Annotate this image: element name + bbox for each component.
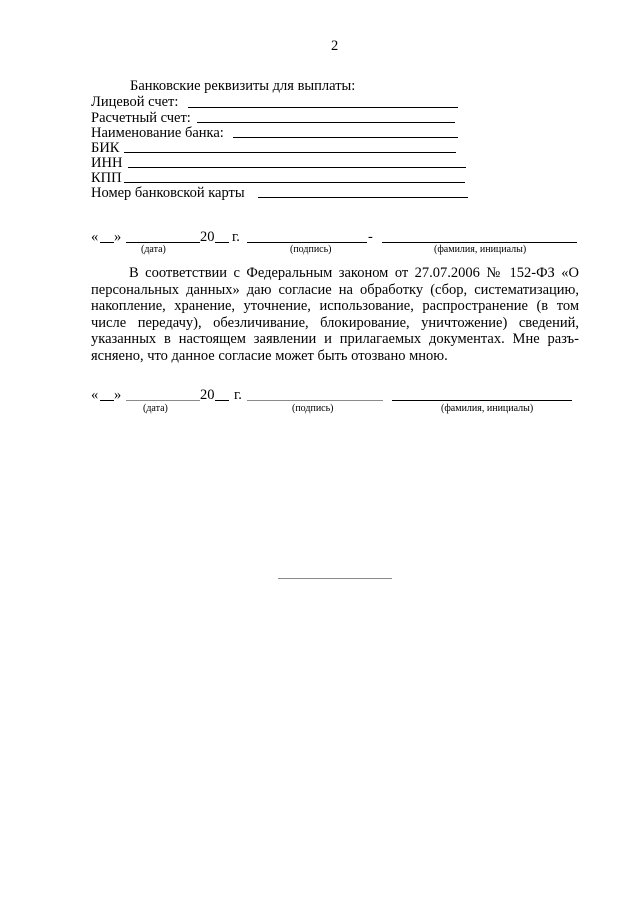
signature-field-2[interactable]: [247, 400, 383, 401]
settlement-account-label: Расчетный счет:: [91, 110, 191, 126]
end-divider: [278, 578, 392, 579]
inn-field[interactable]: [128, 167, 466, 168]
signature-field[interactable]: [247, 242, 367, 243]
kpp-field[interactable]: [124, 182, 465, 183]
day-field-2[interactable]: [100, 400, 114, 401]
bank-card-label: Номер банковской карты: [91, 185, 245, 201]
date-quote-close: »: [114, 229, 122, 245]
bik-field[interactable]: [124, 152, 456, 153]
day-field[interactable]: [100, 242, 114, 243]
personal-account-label: Лицевой счет:: [91, 94, 179, 110]
bik-label: БИК: [91, 140, 120, 156]
caption-date: (дата): [141, 244, 166, 255]
year-prefix: 20: [200, 229, 215, 245]
full-name-field-2[interactable]: [392, 400, 572, 401]
year-suffix: г.: [232, 229, 240, 245]
date-quote-open: «: [91, 229, 99, 245]
date-quote-close-2: »: [114, 387, 122, 403]
bank-requisites-heading: Банковские реквизиты для выплаты:: [130, 78, 356, 94]
bank-name-field[interactable]: [233, 137, 458, 138]
month-field-2[interactable]: [126, 400, 200, 401]
date-quote-open-2: «: [91, 387, 99, 403]
year-field[interactable]: [215, 242, 229, 243]
bank-card-field[interactable]: [258, 197, 468, 198]
month-field[interactable]: [126, 242, 200, 243]
personal-account-field[interactable]: [188, 107, 458, 108]
consent-paragraph: В соответствии с Федеральным законом от 27.07.2006 № 152-ФЗ «О персональных данных» даю согласие на обработку (сбор, систематизацию, накопление, хранение, уточнение, использование, распространение (в том числе передачу), обезличивание, блокирование, уничтожение) сведений, указанных в настоящем заявлении и прилагаемых документах. Мне разъ-ясняено, что данное согласие может быть отозвано мною.: [91, 265, 579, 364]
caption-full-name: (фамилия, инициалы): [434, 244, 527, 255]
kpp-label: КПП: [91, 170, 122, 186]
caption-full-name-2: (фамилия, инициалы): [441, 403, 534, 414]
full-name-field[interactable]: [382, 242, 577, 243]
caption-date-2: (дата): [143, 403, 168, 414]
caption-signature-2: (подпись): [292, 403, 334, 414]
year-field-2[interactable]: [215, 400, 229, 401]
separator-dash: -: [368, 229, 373, 245]
inn-label: ИНН: [91, 155, 123, 171]
caption-signature: (подпись): [290, 244, 332, 255]
year-prefix-2: 20: [200, 387, 215, 403]
settlement-account-field[interactable]: [197, 122, 455, 123]
year-suffix-2: г.: [234, 387, 242, 403]
page-number: 2: [331, 38, 339, 54]
bank-name-label: Наименование банка:: [91, 125, 224, 141]
